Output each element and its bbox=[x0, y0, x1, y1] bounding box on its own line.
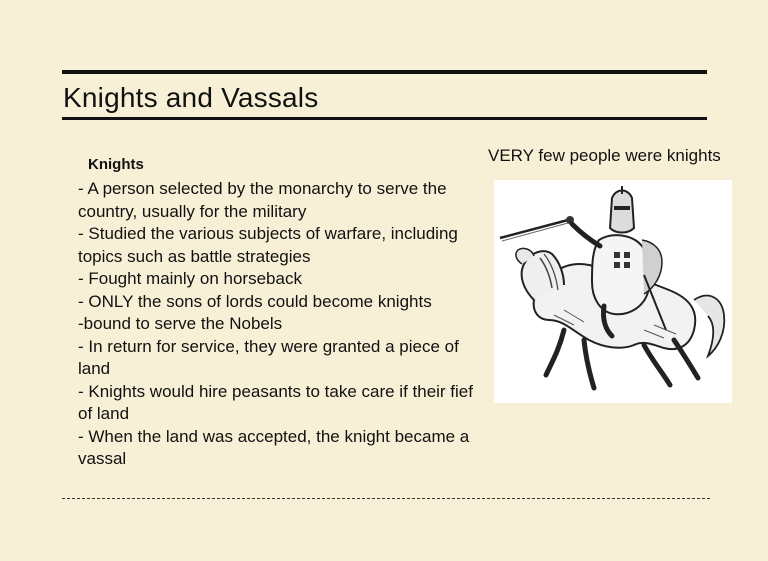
bullet-list bbox=[78, 178, 473, 471]
list-item: - Knights would hire peasants to take care if their fief of land bbox=[78, 381, 473, 423]
list-item: - Studied the various subjects of warfare, including topics such as battle strategies bbox=[78, 224, 458, 266]
list-item: -bound to serve the Nobels bbox=[78, 314, 283, 333]
knight-illustration bbox=[494, 180, 732, 403]
title-rule-top bbox=[62, 70, 707, 74]
footer-dashed-divider bbox=[62, 498, 710, 499]
image-caption: VERY few people were knights bbox=[488, 146, 721, 165]
slide-title: Knights and Vassals bbox=[63, 82, 319, 113]
mounted-knight-icon bbox=[494, 180, 732, 403]
list-item: - Fought mainly on horseback bbox=[78, 269, 302, 288]
list-item: - A person selected by the monarchy to serve the country, usually for the military bbox=[78, 179, 447, 221]
title-rule-bottom bbox=[62, 117, 707, 120]
list-item: - ONLY the sons of lords could become knights bbox=[78, 291, 432, 311]
list-item: - In return for service, they were granted a piece of land bbox=[78, 336, 459, 378]
list-item: - When the land was accepted, the knight became a vassal bbox=[78, 426, 470, 468]
section-heading: Knights bbox=[88, 156, 144, 173]
